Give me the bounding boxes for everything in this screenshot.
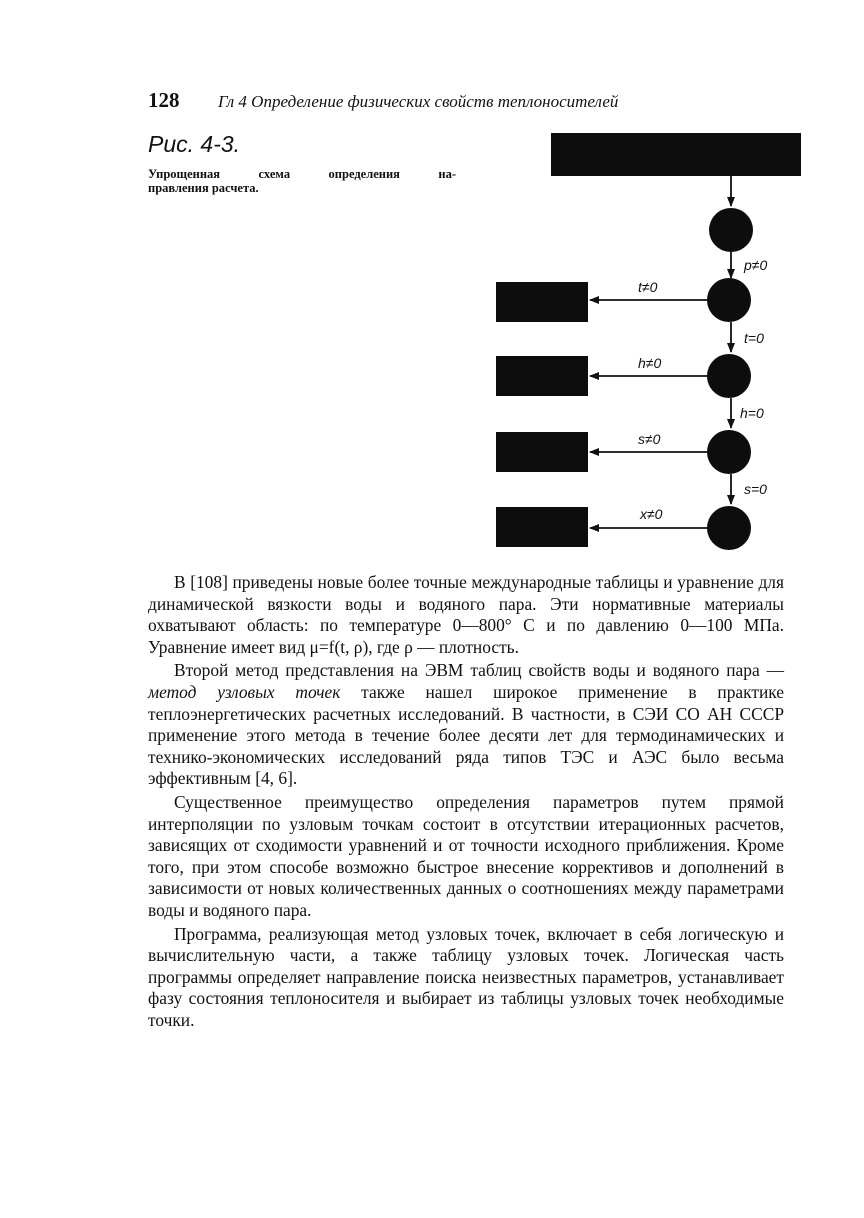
edge-label-x-left: x≠0 [640, 506, 663, 522]
paragraph [148, 660, 784, 790]
emphasis-term: метод узловых точек [148, 681, 341, 702]
edge-label-t-down: t=0 [744, 330, 764, 346]
edge-label-t-left: t≠0 [638, 279, 658, 295]
flow-diagram [0, 0, 864, 570]
decision-node [707, 506, 751, 550]
edge-label-s-left: s≠0 [638, 431, 661, 447]
edge-label-h-left: h≠0 [638, 355, 662, 371]
output-block [496, 282, 588, 322]
output-block [496, 432, 588, 472]
edge-label-h-down: h=0 [740, 405, 764, 421]
paragraph: Существенное преимущество определения параметров путем прямой интерполяции по узловым точкам состоит в отсутствии итерационных расчетов, зависящих от сходимости уравнений и от точности исходного приближения. Кроме того, при этом способе возможно быстрое внесение коррективов и дополнений в зависимости от новых количественных данных о соотношениях между параметрами воды и водяного пара. [148, 791, 784, 920]
edge-label-s-down: s=0 [744, 481, 767, 497]
paragraph-text: Второй метод представления на ЭВМ таблиц свойств воды и водяного пара — [174, 660, 784, 681]
paragraph: В [108] приведены новые более точные международные таблицы и уравнение для динамической вязкости воды и водяного пара. Эти нормативные материалы охватывают область: по температуре 0—800° С и по давлению 0—100 МПа. Уравнение имеет вид μ=f(t, ρ), где ρ — плотность. [148, 572, 784, 657]
figure-caption-line: правления расчета. [148, 181, 259, 195]
output-block [496, 356, 588, 396]
decision-node [707, 278, 751, 322]
figure-label: Рис. 4-3. [148, 131, 241, 157]
body-text [148, 572, 784, 1033]
paragraph-text: также нашел широкое применение в практике теплоэнергетических расчетных исследований. В частности, в СЭИ СО АН СССР применение этого метода в течение более десяти лет для термодинамических и технико-экономических исследований ряда типов ТЭС и АЭС было весьма эффективным [4, 6]. [148, 681, 785, 789]
figure-caption-line: Упрощенная схема определения на- [148, 167, 456, 181]
decision-node [707, 430, 751, 474]
decision-node [707, 354, 751, 398]
diagram-top-block [551, 133, 801, 176]
paragraph: Программа, реализующая метод узловых точек, включает в себя логическую и вычислительную части, а также таблицу узловых точек. Логическая часть программы определяет направление поиска неизвестных параметров, устанавливает фазу состояния теплоносителя и выбирает из таблицы узловых точек необходимые точки. [148, 923, 784, 1030]
output-block [496, 507, 588, 547]
running-title: Гл 4 Определение физических свойств теплоносителей [218, 92, 619, 111]
page-number: 128 [148, 88, 180, 112]
edge-label-p: p≠0 [744, 257, 768, 273]
decision-node [709, 208, 753, 252]
